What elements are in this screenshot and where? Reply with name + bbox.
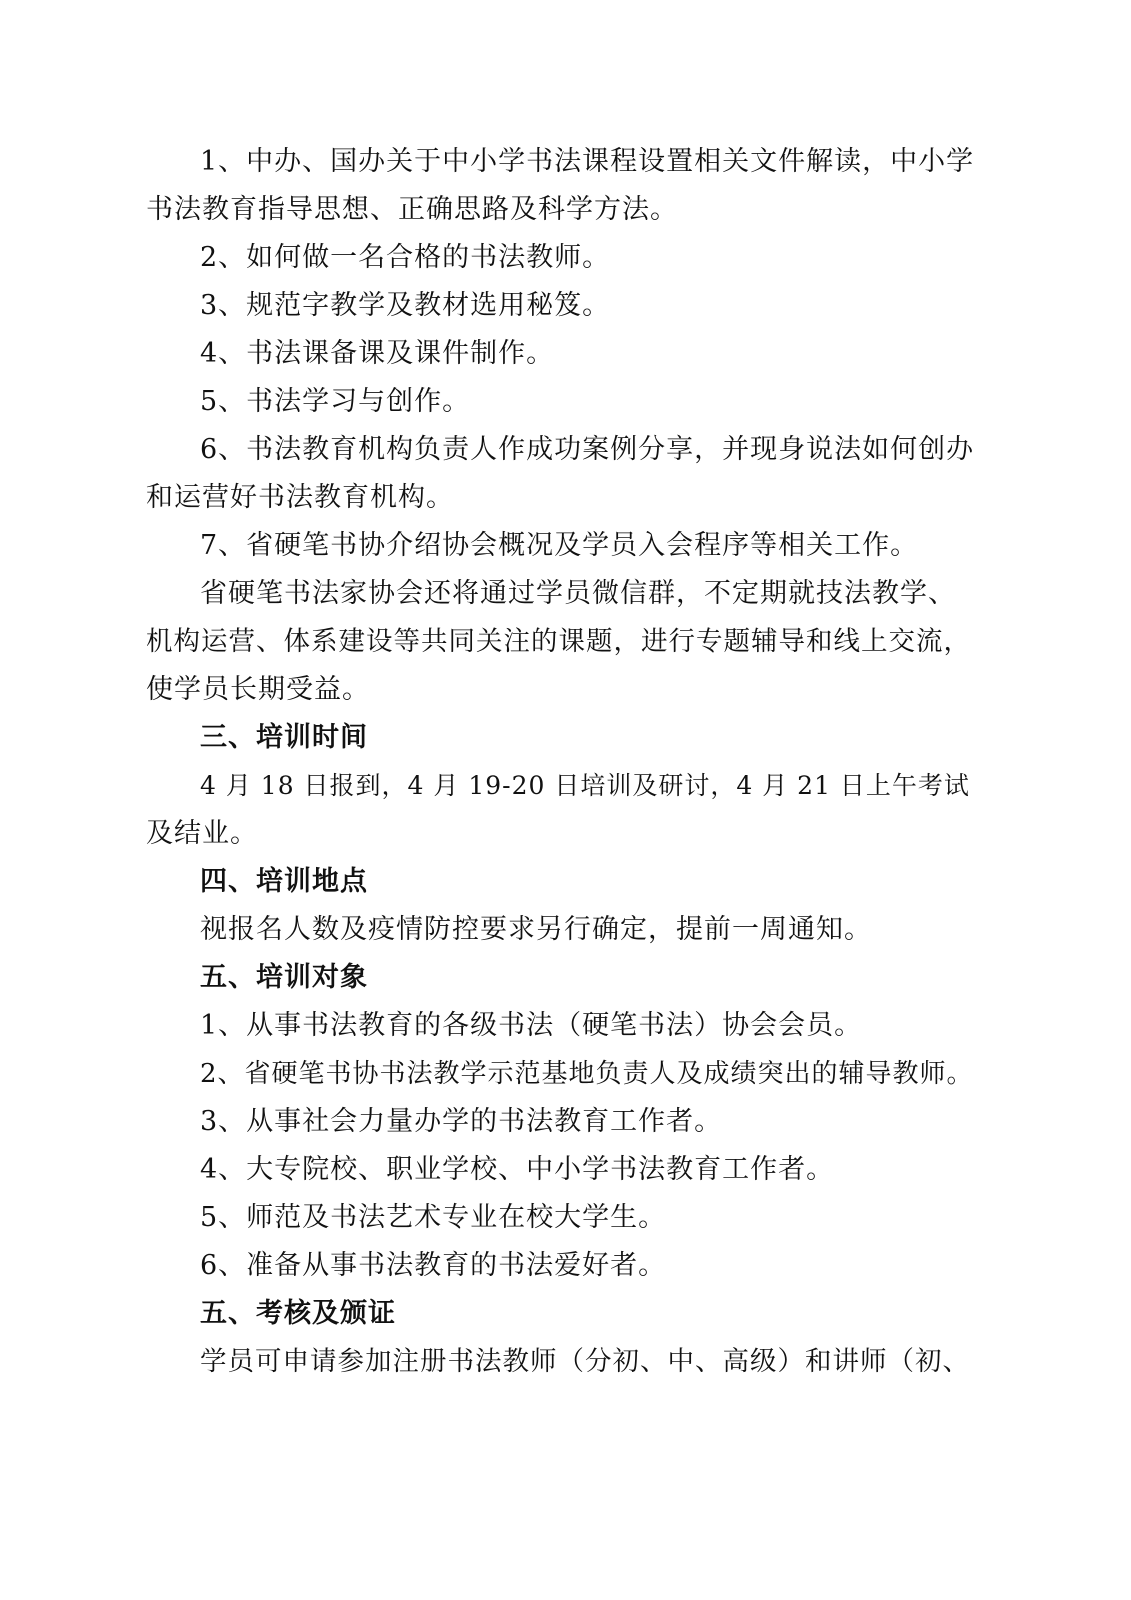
paragraph-continuation: 使学员长期受益。 [146, 674, 370, 705]
document-page [146, 138, 978, 1386]
list-item: 1、从事书法教育的各级书法（硬笔书法）协会会员。 [200, 1010, 863, 1041]
list-item: 3、规范字教学及教材选用秘笈。 [200, 290, 611, 321]
list-item-continuation: 和运营好书法教育机构。 [146, 482, 454, 513]
list-item: 5、书法学习与创作。 [200, 386, 471, 417]
list-item: 5、师范及书法艺术专业在校大学生。 [200, 1202, 667, 1233]
list-item: 4、书法课备课及课件制作。 [200, 338, 555, 369]
paragraph: 视报名人数及疫情防控要求另行确定，提前一周通知。 [200, 914, 872, 945]
paragraph: 学员可申请参加注册书法教师（分初、中、高级）和讲师（初、 [200, 1346, 970, 1377]
list-item: 2、省硬笔书协书法教学示范基地负责人及成绩突出的辅导教师。 [200, 1059, 974, 1089]
list-item: 6、准备从事书法教育的书法爱好者。 [200, 1250, 667, 1281]
paragraph-continuation: 机构运营、体系建设等共同关注的课题，进行专题辅导和线上交流， [146, 626, 971, 657]
list-item: 2、如何做一名合格的书法教师。 [200, 242, 611, 273]
list-item: 1、中办、国办关于中小学书法课程设置相关文件解读，中小学 [200, 146, 975, 177]
list-item: 7、省硬笔书协介绍协会概况及学员入会程序等相关工作。 [200, 530, 919, 561]
list-item-continuation: 书法教育指导思想、正确思路及科学方法。 [146, 194, 678, 225]
paragraph: 4 月 18 日报到，4 月 19-20 日培训及研讨，4 月 21 日上午考试 [200, 771, 970, 800]
section-heading-assessment: 五、考核及颁证 [200, 1298, 396, 1329]
list-item: 3、从事社会力量办学的书法教育工作者。 [200, 1106, 723, 1137]
list-item: 4、大专院校、职业学校、中小学书法教育工作者。 [200, 1154, 835, 1185]
section-heading-training-audience: 五、培训对象 [200, 962, 368, 993]
paragraph-continuation: 及结业。 [146, 818, 258, 849]
section-heading-training-location: 四、培训地点 [200, 866, 368, 897]
list-item: 6、书法教育机构负责人作成功案例分享，并现身说法如何创办 [200, 434, 975, 465]
section-heading-training-time: 三、培训时间 [200, 722, 368, 753]
paragraph: 省硬笔书法家协会还将通过学员微信群，不定期就技法教学、 [200, 578, 956, 609]
